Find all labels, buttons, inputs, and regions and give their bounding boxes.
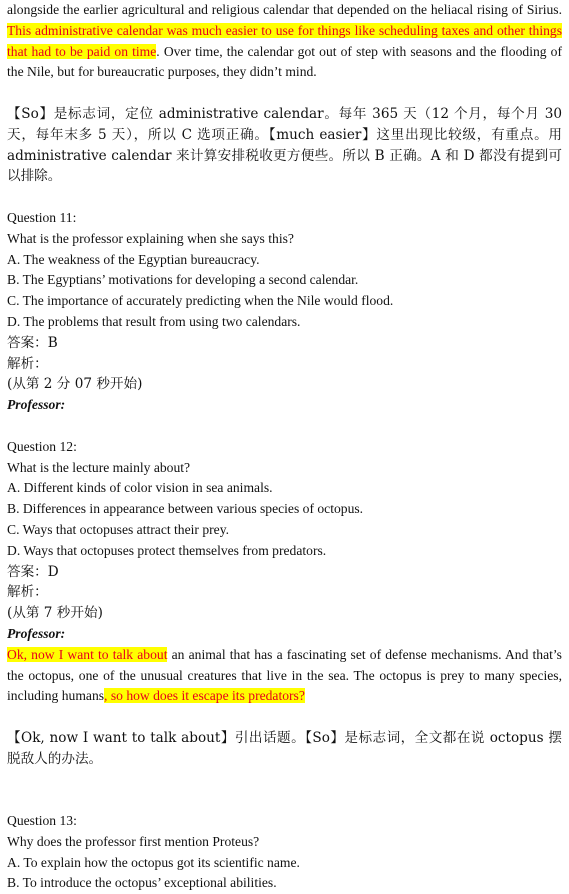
passage-text-tail: . Over time, the calendar got out of step with seasons and the flooding of the Nile, but for bureaucratic purposes, they didn’t mind. <box>7 43 563 80</box>
passage-q10 <box>7 0 562 83</box>
question-label: Question 11: <box>7 209 77 225</box>
timestamp: (从第 2 分 07 秒开始) <box>7 376 143 393</box>
speaker-label: Professor: <box>7 625 66 641</box>
highlighted-phrase: Ok, now I want to talk about <box>7 646 168 662</box>
question-label: Question 12: <box>7 438 77 454</box>
option-b: B. Differences in appearance between various species of octopus. <box>7 501 364 517</box>
option-d: D. Ways that octopuses protect themselves from predators. <box>7 542 327 558</box>
analysis-label: 解析： <box>7 355 48 372</box>
option-c: C. Ways that octopuses attract their prey. <box>7 521 230 537</box>
timestamp: (从第 7 秒开始) <box>7 605 103 622</box>
transcript-q12 <box>7 645 562 707</box>
option-b: B. To introduce the octopus’ exceptional abilities. <box>7 875 277 891</box>
passage-text: alongside the earlier agricultural and religious calendar that depended on the heliacal rising of Sirius. <box>7 2 562 17</box>
speaker-label: Professor: <box>7 397 66 413</box>
analysis-q10: 【So】是标志词，定位 administrative calendar。每年 365 天（12 个月，每个月 30 天，每年末多 5 天），所以 C 选项正确。【much easier】这里出现比较级，有重点。用 administrative calendar 来计算安排税收更方便些。所以 B 正确。A 和 D 都没有提到可以排除。 <box>7 105 562 185</box>
option-a: A. To explain how the octopus got its scientific name. <box>7 854 300 870</box>
option-a: A. Different kinds of color vision in sea animals. <box>7 480 273 496</box>
highlighted-passage: This administrative calendar was much easier to use for things like scheduling taxes and other things that had to be paid on time <box>7 22 562 59</box>
answer: 答案：D <box>7 563 59 580</box>
question-text: What is the professor explaining when she says this? <box>7 230 294 246</box>
option-c: C. The importance of accurately predicting when the Nile would flood. <box>7 293 394 309</box>
highlighted-phrase: , so how does it escape its predators? <box>104 688 305 704</box>
answer: 答案：B <box>7 334 58 351</box>
question-label: Question 13: <box>7 813 77 829</box>
option-d: D. The problems that result from using two calendars. <box>7 313 301 329</box>
analysis-q12: 【Ok, now I want to talk about】引出话题。【So】是标志词，全文都在说 octopus 摆脱敌人的办法。 <box>7 729 562 767</box>
option-b: B. The Egyptians’ motivations for developing a second calendar. <box>7 272 359 288</box>
analysis-label: 解析： <box>7 584 48 601</box>
transcript-text: an animal that has a fascinating set of defense mechanisms. And that’s the octopus, one of the unusual creatures that live in the sea. The octopus is prey to many species, including humans <box>7 646 562 704</box>
option-a: A. The weakness of the Egyptian bureaucracy. <box>7 251 260 267</box>
document-page <box>7 0 562 894</box>
question-text: Why does the professor first mention Proteus? <box>7 833 260 849</box>
question-text: What is the lecture mainly about? <box>7 459 191 475</box>
